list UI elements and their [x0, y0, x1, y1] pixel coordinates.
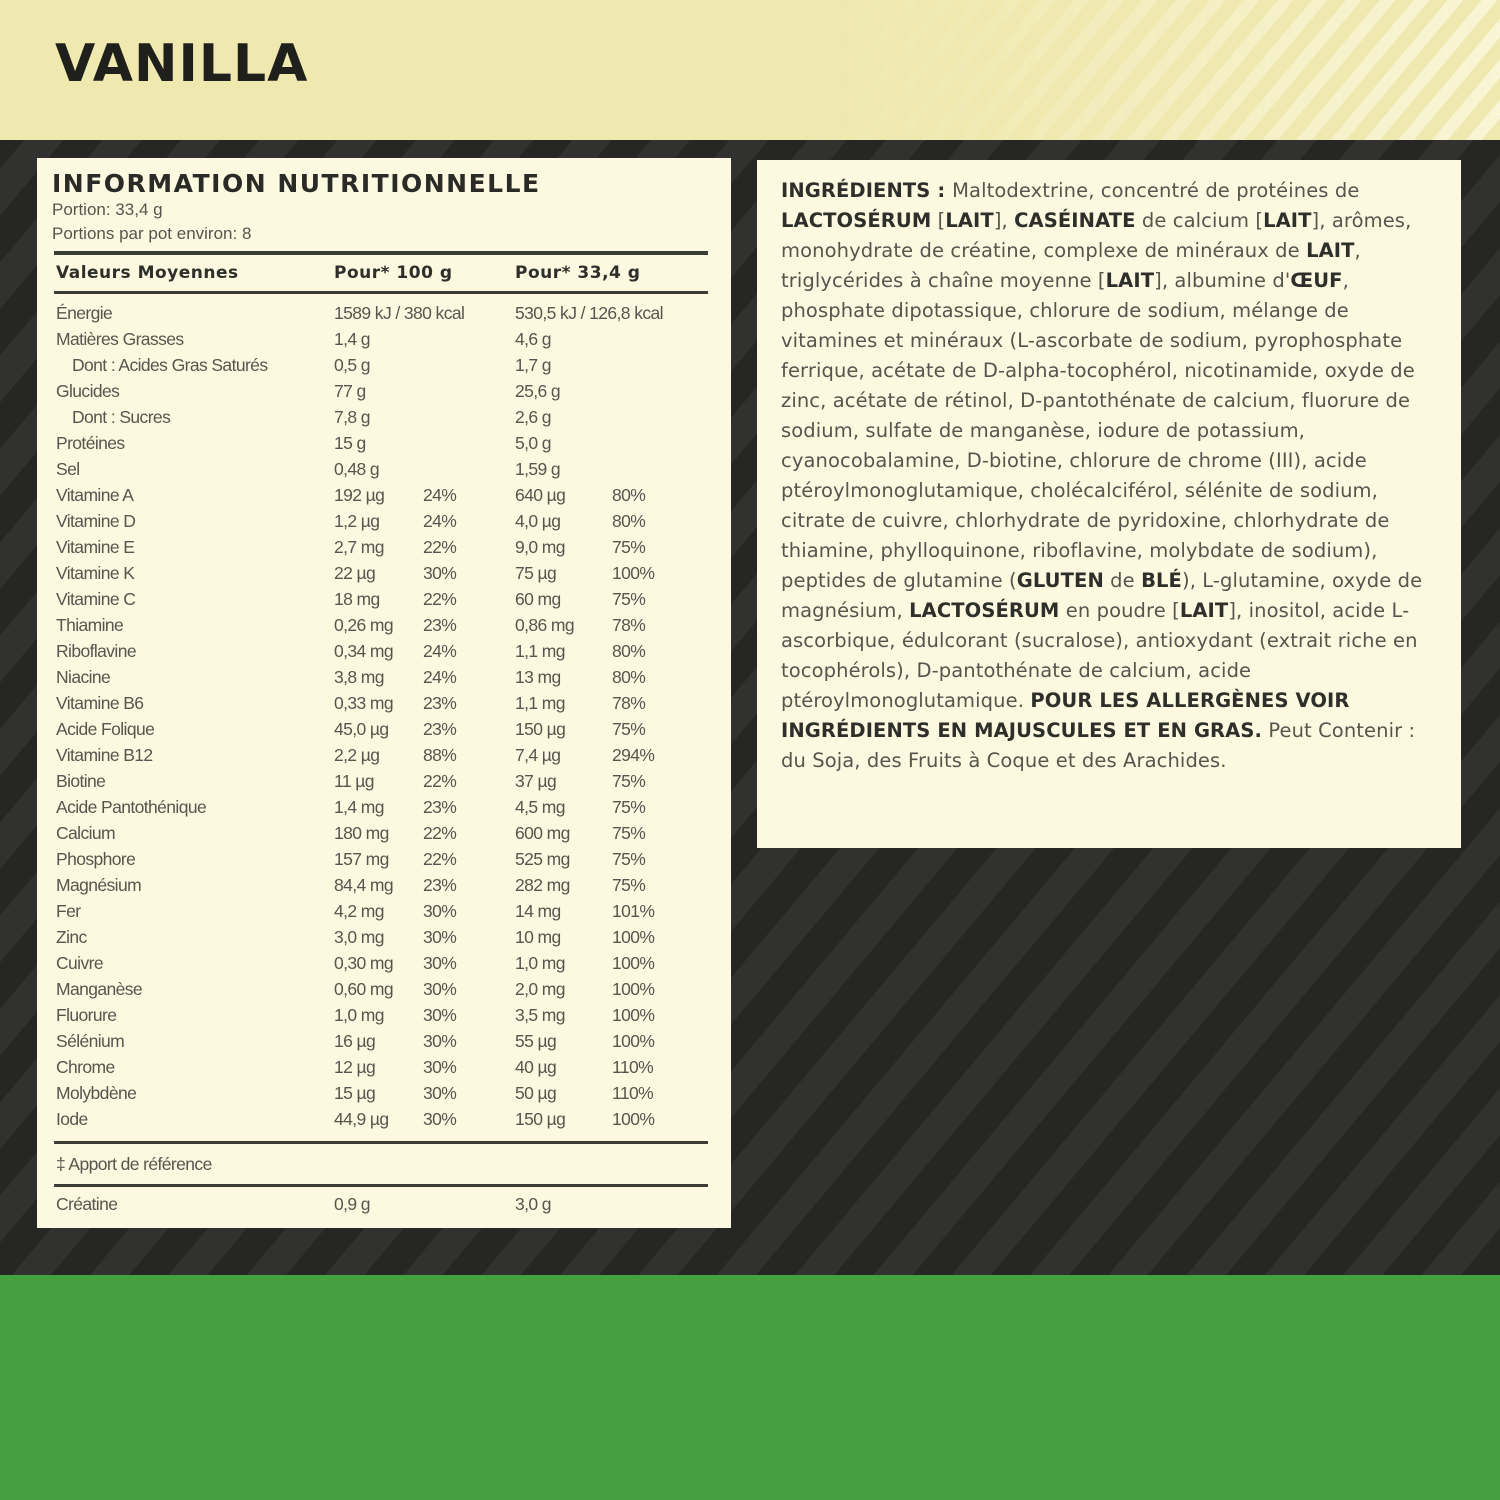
ingredients-text	[781, 176, 1439, 776]
nutrient-name: Chrome	[56, 1057, 115, 1077]
value-per-100g: 15 g	[334, 433, 366, 453]
percent-per-100g: 22%	[423, 589, 457, 609]
value-per-portion: 7,4 µg	[515, 745, 561, 765]
percent-per-portion: 100%	[612, 1031, 655, 1051]
table-row	[37, 898, 731, 924]
table-row	[37, 846, 731, 872]
nutrient-name: Riboflavine	[56, 641, 136, 661]
table-row	[37, 664, 731, 690]
percent-per-portion: 100%	[612, 953, 655, 973]
percent-per-portion: 80%	[612, 511, 646, 531]
table-row	[37, 1002, 731, 1028]
value-per-100g: 1,4 g	[334, 329, 370, 349]
nutrition-rows	[37, 300, 731, 1132]
value-per-100g: 1,4 mg	[334, 797, 384, 817]
value-per-portion: 13 mg	[515, 667, 561, 687]
nutrient-name: Vitamine B12	[56, 745, 153, 765]
value-per-portion: 1,1 mg	[515, 693, 565, 713]
value-per-portion: 150 µg	[515, 1109, 566, 1129]
reference-note: ‡ Apport de référence	[56, 1154, 212, 1174]
nutrient-name: Vitamine C	[56, 589, 136, 609]
value-per-100g: 180 mg	[334, 823, 389, 843]
nutrient-name: Molybdène	[56, 1083, 137, 1103]
percent-per-portion: 100%	[612, 1005, 655, 1025]
ingredient-text: ], inositol, acide L-ascorbique, édulcorant (sucralose), antioxydant (extrait riche en tocophérols), D-pantothénate de calcium, acide ptéroylmonoglutamique.	[781, 599, 1418, 712]
percent-per-100g: 24%	[423, 511, 457, 531]
percent-per-100g: 30%	[423, 1005, 457, 1025]
value-per-portion: 5,0 g	[515, 433, 551, 453]
flavor-title: VANILLA	[55, 34, 309, 94]
table-row	[37, 1106, 731, 1132]
value-per-portion: 40 µg	[515, 1057, 557, 1077]
value-per-100g: 2,7 mg	[334, 537, 384, 557]
table-row	[37, 404, 731, 430]
nutrient-name: Énergie	[56, 303, 113, 323]
table-row	[37, 300, 731, 326]
value-per-portion: 282 mg	[515, 875, 570, 895]
table-row	[37, 508, 731, 534]
ingredient-text: ],	[993, 209, 1015, 232]
header-rule-top	[54, 251, 708, 255]
percent-per-100g: 23%	[423, 719, 457, 739]
value-per-portion: 4,6 g	[515, 329, 551, 349]
value-per-100g: 4,2 mg	[334, 901, 384, 921]
percent-per-100g: 22%	[423, 771, 457, 791]
table-row	[37, 586, 731, 612]
value-per-100g: 2,2 µg	[334, 745, 380, 765]
percent-per-portion: 78%	[612, 693, 646, 713]
percent-per-100g: 30%	[423, 563, 457, 583]
nutrient-name: Fer	[56, 901, 81, 921]
column-header-per-portion: Pour* 33,4 g	[515, 263, 641, 283]
value-per-portion: 530,5 kJ / 126,8 kcal	[515, 303, 663, 323]
value-per-portion: 14 mg	[515, 901, 561, 921]
percent-per-portion: 75%	[612, 849, 646, 869]
value-per-100g: 3,0 mg	[334, 927, 384, 947]
table-row	[37, 794, 731, 820]
allergen-text: LAIT	[1105, 269, 1155, 292]
percent-per-portion: 100%	[612, 927, 655, 947]
table-row	[37, 534, 731, 560]
table-row	[37, 430, 731, 456]
nutrient-name: Vitamine D	[56, 511, 136, 531]
value-per-portion: 640 µg	[515, 485, 566, 505]
ingredient-text: de calcium [	[1135, 209, 1264, 232]
table-row	[37, 1028, 731, 1054]
table-row	[37, 326, 731, 352]
table-row	[37, 378, 731, 404]
creatine-rule	[54, 1184, 708, 1187]
nutrient-name: Vitamine E	[56, 537, 135, 557]
table-row	[37, 872, 731, 898]
table-row	[37, 1080, 731, 1106]
allergen-text: LAIT	[945, 209, 994, 232]
nutrient-name: Acide Folique	[56, 719, 155, 739]
value-per-portion: 600 mg	[515, 823, 570, 843]
value-per-100g: 1,0 mg	[334, 1005, 384, 1025]
nutrient-name: Phosphore	[56, 849, 136, 869]
value-per-100g: 0,34 mg	[334, 641, 394, 661]
creatine-label: Créatine	[56, 1194, 118, 1214]
value-per-portion: 2,6 g	[515, 407, 551, 427]
value-per-100g: 1589 kJ / 380 kcal	[334, 303, 465, 323]
ingredient-text: ], arômes, monohydrate de créatine, complexe de minéraux de	[781, 209, 1412, 262]
nutrient-name: Protéines	[56, 433, 125, 453]
percent-per-100g: 30%	[423, 979, 457, 999]
percent-per-100g: 30%	[423, 901, 457, 921]
table-row	[37, 1054, 731, 1080]
nutrient-name: Iode	[56, 1109, 88, 1129]
value-per-100g: 0,5 g	[334, 355, 370, 375]
value-per-100g: 16 µg	[334, 1031, 376, 1051]
nutrition-panel	[37, 158, 731, 1228]
table-row	[37, 716, 731, 742]
nutrient-name: Vitamine A	[56, 485, 134, 505]
value-per-portion: 2,0 mg	[515, 979, 565, 999]
nutrient-name: Calcium	[56, 823, 116, 843]
percent-per-portion: 75%	[612, 719, 646, 739]
percent-per-portion: 100%	[612, 979, 655, 999]
percent-per-100g: 24%	[423, 667, 457, 687]
percent-per-portion: 101%	[612, 901, 655, 921]
allergen-text: LACTOSÉRUM	[909, 599, 1060, 622]
allergen-text: ŒUF	[1290, 269, 1343, 292]
percent-per-portion: 75%	[612, 797, 646, 817]
nutrient-name: Dont : Sucres	[72, 407, 171, 427]
nutrient-name: Matières Grasses	[56, 329, 184, 349]
value-per-portion: 4,5 mg	[515, 797, 565, 817]
table-row	[37, 820, 731, 846]
nutrient-name: Fluorure	[56, 1005, 117, 1025]
allergen-text: GLUTEN	[1016, 569, 1104, 592]
value-per-100g: 192 µg	[334, 485, 385, 505]
percent-per-100g: 30%	[423, 1057, 457, 1077]
allergen-text: LAIT	[1179, 599, 1229, 622]
value-per-portion: 4,0 µg	[515, 511, 561, 531]
value-per-100g: 1,2 µg	[334, 511, 380, 531]
percent-per-100g: 24%	[423, 641, 457, 661]
value-per-portion: 1,7 g	[515, 355, 551, 375]
percent-per-portion: 100%	[612, 563, 655, 583]
value-per-portion: 25,6 g	[515, 381, 561, 401]
value-per-100g: 12 µg	[334, 1057, 376, 1077]
percent-per-portion: 110%	[612, 1083, 654, 1103]
nutrient-name: Vitamine B6	[56, 693, 144, 713]
percent-per-portion: 80%	[612, 485, 646, 505]
ingredient-text: ], albumine d'	[1154, 269, 1291, 292]
value-per-portion: 37 µg	[515, 771, 557, 791]
value-per-portion: 150 µg	[515, 719, 566, 739]
value-per-100g: 0,30 mg	[334, 953, 394, 973]
allergen-text: LAIT	[1263, 209, 1312, 232]
table-row	[37, 690, 731, 716]
allergen-text: BLÉ	[1141, 569, 1182, 592]
nutrient-name: Cuivre	[56, 953, 103, 973]
nutrient-name: Dont : Acides Gras Saturés	[72, 355, 268, 375]
portion-size: Portion: 33,4 g	[52, 200, 163, 219]
value-per-100g: 22 µg	[334, 563, 376, 583]
table-row	[37, 482, 731, 508]
percent-per-100g: 23%	[423, 615, 457, 635]
ingredients-panel	[757, 160, 1461, 848]
value-per-portion: 60 mg	[515, 589, 561, 609]
ingredient-text: [	[931, 209, 946, 232]
table-end-rule	[54, 1141, 708, 1144]
value-per-portion: 9,0 mg	[515, 537, 565, 557]
table-row	[37, 560, 731, 586]
allergen-text: CASÉINATE	[1014, 209, 1136, 232]
nutrient-name: Vitamine K	[56, 563, 135, 583]
ingredient-text: en poudre [	[1059, 599, 1180, 622]
nutrient-name: Zinc	[56, 927, 87, 947]
value-per-portion: 50 µg	[515, 1083, 557, 1103]
percent-per-100g: 30%	[423, 1031, 457, 1051]
value-per-portion: 55 µg	[515, 1031, 557, 1051]
percent-per-100g: 22%	[423, 537, 457, 557]
nutrient-name: Manganèse	[56, 979, 143, 999]
ingredient-text: ), L-glutamine, oxyde de magnésium,	[781, 569, 1423, 622]
percent-per-100g: 24%	[423, 485, 457, 505]
percent-per-portion: 75%	[612, 771, 646, 791]
percent-per-100g: 30%	[423, 927, 457, 947]
allergen-text: LACTOSÉRUM	[781, 209, 932, 232]
portions-per-pot: Portions par pot environ: 8	[52, 224, 252, 243]
header-rule-bottom	[54, 291, 708, 294]
value-per-100g: 84,4 mg	[334, 875, 394, 895]
value-per-portion: 525 mg	[515, 849, 570, 869]
value-per-portion: 10 mg	[515, 927, 561, 947]
percent-per-100g: 30%	[423, 1109, 457, 1129]
percent-per-portion: 78%	[612, 615, 646, 635]
percent-per-100g: 30%	[423, 953, 457, 973]
value-per-100g: 0,60 mg	[334, 979, 394, 999]
ingredient-text: de	[1103, 569, 1142, 592]
percent-per-portion: 75%	[612, 537, 646, 557]
percent-per-portion: 75%	[612, 823, 646, 843]
value-per-100g: 0,48 g	[334, 459, 380, 479]
percent-per-portion: 294%	[612, 745, 655, 765]
ingredient-text: , phosphate dipotassique, chlorure de sodium, mélange de vitamines et minéraux (L-ascorbate de sodium, pyrophosphate ferrique, acétate de D-alpha-tocophérol, nicotinamide, oxyde de zinc, acétate de rétinol, D-pantothénate de calcium, fluorure de sodium, sulfate de manganèse, iodure de potassium, cyanocobalamine, D-biotine, chlorure de chrome (III), acide ptéroylmonoglutamique, cholécalciférol, sélénite de sodium, citrate de cuivre, chlorhydrate de pyridoxine, chlorhydrate de thiamine, phylloquinone, riboflavine, molybdate de sodium), peptides de glutamine (	[781, 269, 1415, 592]
ingredient-text: Maltodextrine, concentré de protéines de	[952, 179, 1360, 202]
header-stripes	[800, 0, 1500, 140]
nutrient-name: Niacine	[56, 667, 111, 687]
nutrient-name: Acide Pantothénique	[56, 797, 207, 817]
table-row	[37, 638, 731, 664]
percent-per-100g: 30%	[423, 1083, 457, 1103]
green-band	[0, 1275, 1500, 1500]
table-row	[37, 612, 731, 638]
value-per-100g: 18 mg	[334, 589, 380, 609]
value-per-portion: 0,86 mg	[515, 615, 575, 635]
value-per-100g: 44,9 µg	[334, 1109, 389, 1129]
table-row	[37, 456, 731, 482]
nutrient-name: Glucides	[56, 381, 120, 401]
percent-per-portion: 75%	[612, 589, 646, 609]
table-row	[37, 924, 731, 950]
percent-per-portion: 75%	[612, 875, 646, 895]
creatine-per-100g: 0,9 g	[334, 1194, 370, 1214]
value-per-100g: 3,8 mg	[334, 667, 384, 687]
value-per-portion: 75 µg	[515, 563, 557, 583]
nutrient-name: Sel	[56, 459, 80, 479]
value-per-100g: 7,8 g	[334, 407, 370, 427]
table-row	[37, 950, 731, 976]
nutrient-name: Sélénium	[56, 1031, 125, 1051]
ingredient-text: , triglycérides à chaîne moyenne [	[781, 239, 1361, 292]
nutrient-name: Biotine	[56, 771, 106, 791]
header-band	[0, 0, 1500, 140]
percent-per-portion: 80%	[612, 667, 646, 687]
table-row	[37, 768, 731, 794]
value-per-portion: 1,59 g	[515, 459, 561, 479]
percent-per-100g: 22%	[423, 823, 457, 843]
percent-per-100g: 22%	[423, 849, 457, 869]
value-per-100g: 45,0 µg	[334, 719, 389, 739]
allergen-text: INGRÉDIENTS :	[781, 179, 953, 202]
percent-per-100g: 23%	[423, 693, 457, 713]
table-row	[37, 742, 731, 768]
value-per-100g: 0,33 mg	[334, 693, 394, 713]
percent-per-portion: 100%	[612, 1109, 655, 1129]
allergen-text: LAIT	[1306, 239, 1355, 262]
nutrient-name: Magnésium	[56, 875, 142, 895]
nutrition-title: INFORMATION NUTRITIONNELLE	[52, 169, 541, 198]
value-per-100g: 15 µg	[334, 1083, 376, 1103]
value-per-portion: 1,0 mg	[515, 953, 565, 973]
value-per-100g: 0,26 mg	[334, 615, 394, 635]
value-per-portion: 1,1 mg	[515, 641, 565, 661]
nutrient-name: Thiamine	[56, 615, 124, 635]
table-row	[37, 352, 731, 378]
ingredient-text: Peut Contenir : du Soja, des Fruits à Coque et des Arachides.	[781, 719, 1416, 772]
percent-per-portion: 110%	[612, 1057, 654, 1077]
value-per-100g: 11 µg	[334, 771, 374, 791]
table-row	[37, 976, 731, 1002]
percent-per-100g: 23%	[423, 797, 457, 817]
column-header-per-100g: Pour* 100 g	[334, 263, 453, 283]
creatine-per-portion: 3,0 g	[515, 1194, 551, 1214]
value-per-portion: 3,5 mg	[515, 1005, 565, 1025]
percent-per-portion: 80%	[612, 641, 646, 661]
allergen-text: POUR LES ALLERGÈNES VOIR INGRÉDIENTS EN MAJUSCULES ET EN GRAS.	[781, 689, 1350, 742]
value-per-100g: 157 mg	[334, 849, 389, 869]
percent-per-100g: 23%	[423, 875, 457, 895]
column-header-values: Valeurs Moyennes	[56, 263, 239, 283]
percent-per-100g: 88%	[423, 745, 457, 765]
value-per-100g: 77 g	[334, 381, 366, 401]
